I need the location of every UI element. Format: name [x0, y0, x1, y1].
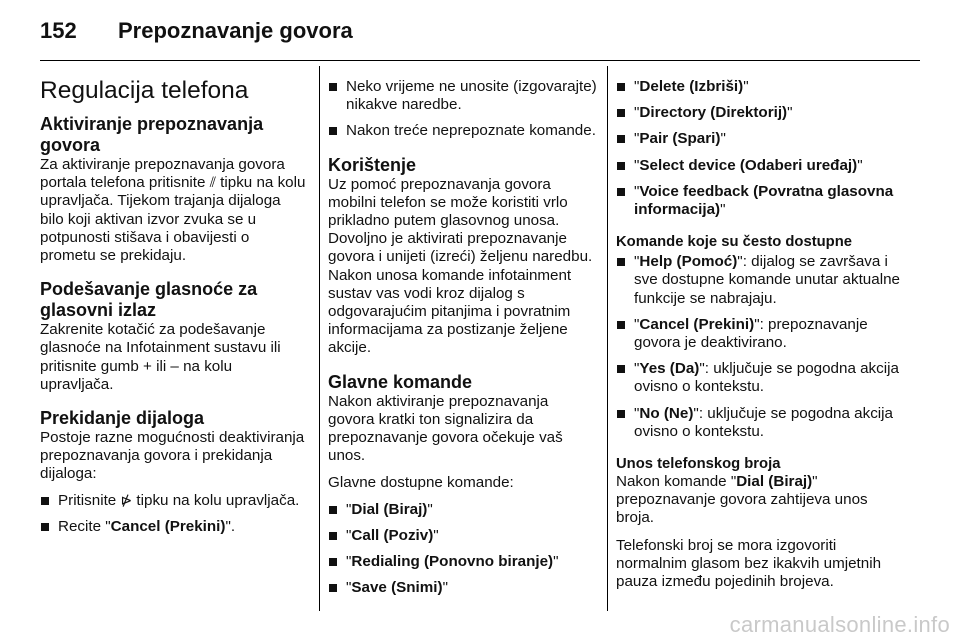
paragraph-usage: Uz pomoć prepoznavanja govora mobilni telefon se može koristiti vrlo prikladno putem glasovnog unosa. Dovoljno je aktivirati prepoznavanje govora i unijeti (izreći) željenu naredbu. Nakon unosa komande infotainment sustav vas vodi kroz dijalog s odgovarajućim pitanjima i povratnim informacijama za postizanje željene akcije. — [328, 175, 593, 357]
paragraph-number-speech: Telefonski broj se mora izgovoriti normalnim glasom bez ikakvih umjetnih pauza između pojedinih brojeva. — [616, 536, 882, 591]
list-item: "Cancel (Prekini)": prepoznavanje govora je deaktivirano. — [616, 316, 906, 352]
list-item: "Help (Pomoć)": dijalog se završava i sve dostupne komande unutar aktualne funkcije se nabrajaju. — [616, 253, 906, 308]
list-item: "Call (Poziv)" — [328, 527, 598, 545]
frequent-commands-list — [616, 253, 906, 441]
main-commands-intro: Glavne dostupne komande: — [328, 474, 514, 492]
column-divider — [319, 66, 320, 611]
header-rule — [40, 60, 920, 61]
list-item: "Pair (Spari)" — [616, 130, 906, 148]
paragraph-number-entry: Nakon komande "Dial (Biraj)" prepoznavanje govora zahtijeva unos broja. — [616, 473, 868, 527]
list-item: "Save (Snimi)" — [328, 579, 598, 597]
heading-activation: Aktiviranje prepoznavanja govora — [40, 114, 264, 155]
list-item: "Dial (Biraj)" — [328, 501, 598, 519]
list-item: Nakon treće neprepoznate komande. — [328, 122, 598, 140]
list-item: "Redialing (Ponovno biranje)" — [328, 553, 598, 571]
column-divider — [607, 66, 608, 611]
page-number: 152 — [40, 18, 77, 43]
voice-button-icon: ⫽ — [209, 175, 216, 192]
list-item: "Directory (Direktorij)" — [616, 104, 906, 122]
interrupt-list — [40, 492, 308, 536]
heading-usage: Korištenje — [328, 154, 417, 175]
list-item: Pritisnite ⋫ tipku na kolu upravljača. — [40, 492, 308, 510]
main-commands-list — [328, 501, 598, 598]
running-title: Prepoznavanje govora — [118, 18, 353, 43]
column-middle — [328, 66, 598, 597]
heading-volume: Podešavanje glasnoće za glasovni izlaz — [40, 279, 258, 321]
list-item: "Select device (Odaberi uređaj)" — [616, 157, 906, 175]
list-item: "Delete (Izbriši)" — [616, 78, 906, 96]
heading-main-commands: Glavne komande — [328, 371, 473, 392]
page-header — [40, 12, 920, 52]
page-title: Regulacija telefona — [40, 77, 249, 104]
paragraph-main-commands: Nakon aktiviranje prepoznavanja govora kratki ton signalizira da prepoznavanje govora očekuje vaš unos. — [328, 392, 563, 465]
column-right — [616, 66, 906, 591]
paragraph-activation: Za aktiviranje prepoznavanja govora portala telefona pritisnite ⫽ tipku na kolu upravljača. Tijekom trajanja dijaloga bilo koji aktivan izvor zvuka se u potpunosti stišava i obavijesti o prometu se prekidaju. — [40, 156, 306, 265]
heading-interrupt: Prekidanje dijaloga — [40, 408, 205, 429]
watermark: carmanualsonline.info — [729, 612, 950, 637]
heading-frequent-commands: Komande koje su često dostupne — [616, 234, 852, 251]
main-commands-list-continued — [616, 78, 906, 219]
paragraph-volume: Zakrenite kotačić za podešavanje glasnoće na Infotainment sustavu ili pritisnite gumb + ili – na kolu upravljača. — [40, 321, 281, 393]
paragraph-interrupt: Postoje razne mogućnosti deaktiviranja prepoznavanja govora i prekidanja dijaloga: — [40, 429, 305, 483]
list-item: "Yes (Da)": uključuje se pogodna akcija ovisno o kontekstu. — [616, 360, 906, 396]
column-left — [40, 66, 308, 536]
list-item: Neko vrijeme ne unosite (izgovarajte) nikakve naredbe. — [328, 78, 598, 114]
interrupt-list-continued — [328, 78, 598, 141]
list-item: "Voice feedback (Povratna glasovna informacija)" — [616, 183, 906, 219]
list-item: Recite "Cancel (Prekini)". — [40, 518, 308, 536]
list-item: "No (Ne)": uključuje se pogodna akcija ovisno o kontekstu. — [616, 405, 906, 441]
hangup-button-icon: ⋫ — [120, 492, 133, 509]
heading-number-entry: Unos telefonskog broja — [616, 456, 781, 473]
